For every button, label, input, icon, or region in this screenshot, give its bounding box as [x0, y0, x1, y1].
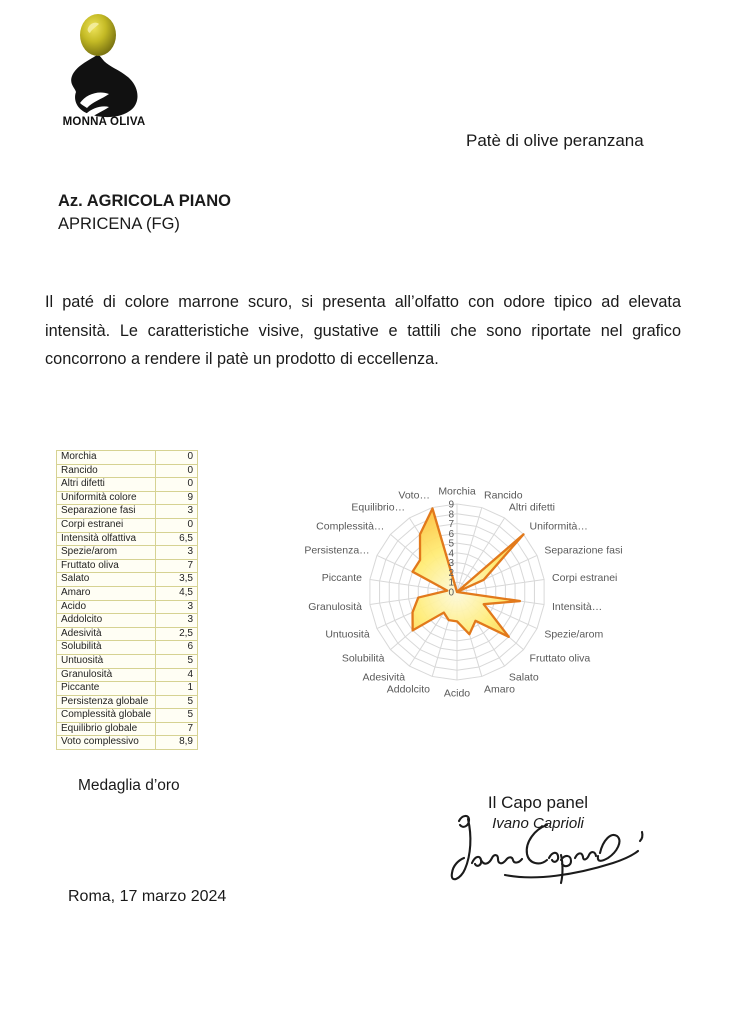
table-row [57, 586, 198, 600]
attribute-value-cell: 3 [156, 600, 198, 614]
scores-table [56, 450, 198, 750]
table-row [57, 451, 198, 465]
signature-stroke-flourish [505, 835, 638, 877]
table-row [57, 654, 198, 668]
attribute-name-cell: Piccante [57, 682, 156, 696]
radar-axis-label: Intensità… [552, 600, 603, 613]
attribute-value-cell: 5 [156, 709, 198, 723]
table-row [57, 641, 198, 655]
table-row [57, 722, 198, 736]
radar-tick-label: 9 [448, 499, 454, 511]
attribute-value-cell: 4,5 [156, 586, 198, 600]
radar-axis-label: Solubilità [341, 652, 385, 665]
table-row [57, 532, 198, 546]
radar-axis-label: Persistenza… [304, 544, 370, 557]
attribute-name-cell: Separazione fasi [57, 505, 156, 519]
recipient-name: Az. AGRICOLA PIANO [58, 192, 231, 210]
attribute-name-cell: Persistenza globale [57, 695, 156, 709]
table-row [57, 736, 198, 750]
olive-head [80, 14, 116, 56]
table-row [57, 627, 198, 641]
table-row [57, 518, 198, 532]
table-row [57, 478, 198, 492]
signature-block [433, 793, 643, 832]
document-title: Patè di olive peranzana [466, 131, 644, 150]
panel-chief-name: Ivano Caprioli [492, 815, 584, 832]
attribute-name-cell: Altri difetti [57, 478, 156, 492]
radar-axis-label: Granulosità [308, 600, 362, 613]
attribute-value-cell: 4 [156, 668, 198, 682]
table-row [57, 573, 198, 587]
attribute-name-cell: Intensità olfattiva [57, 532, 156, 546]
attribute-value-cell: 6 [156, 641, 198, 655]
attribute-value-cell: 3 [156, 614, 198, 628]
attribute-name-cell: Untuosità [57, 654, 156, 668]
table-row [57, 682, 198, 696]
table-row [57, 559, 198, 573]
attribute-name-cell: Voto complessivo [57, 736, 156, 750]
signature-stroke-tick [640, 832, 642, 841]
radar-tick-label: 0 [448, 587, 454, 599]
radar-axis-label: Untuosità [325, 628, 370, 641]
table-row [57, 464, 198, 478]
attribute-value-cell: 2,5 [156, 627, 198, 641]
attribute-name-cell: Rancido [57, 464, 156, 478]
radar-axis-label: Adesività [362, 671, 406, 684]
recipient-block [58, 190, 231, 236]
attribute-value-cell: 0 [156, 518, 198, 532]
description-paragraph: Il paté di colore marrone scuro, si presenta all’olfatto con odore tipico ad elevata intensità. Le caratteristiche visive, gustative e tattili che sono riportate nel grafico concorrono a rendere il patè un prodotto di eccellenza. [45, 293, 681, 368]
signature-stroke-initial [452, 816, 471, 879]
attribute-value-cell: 5 [156, 695, 198, 709]
attribute-name-cell: Addolcito [57, 614, 156, 628]
table-row [57, 668, 198, 682]
radar-axis-label: Piccante [321, 572, 362, 585]
award-text: Medaglia d’oro [78, 777, 180, 794]
attribute-value-cell: 6,5 [156, 532, 198, 546]
radar-tick-label: 4 [448, 548, 454, 560]
attribute-value-cell: 3 [156, 505, 198, 519]
radar-axis-label: Fruttato oliva [529, 652, 591, 665]
radar-tick-label: 7 [448, 519, 454, 531]
attribute-value-cell: 0 [156, 478, 198, 492]
attribute-name-cell: Salato [57, 573, 156, 587]
radar-chart-svg [288, 466, 648, 716]
radar-axis-label: Uniformità… [529, 520, 588, 533]
radar-axis-label: Acido [443, 687, 471, 700]
signature-stroke-vano [472, 855, 522, 866]
attribute-value-cell: 0 [156, 464, 198, 478]
radar-series-polygon [413, 509, 524, 637]
attribute-name-cell: Solubilità [57, 641, 156, 655]
attribute-name-cell: Complessità globale [57, 709, 156, 723]
radar-axis-label: Equilibrio… [351, 501, 406, 514]
table-row [57, 695, 198, 709]
table-row [57, 505, 198, 519]
attribute-name-cell: Uniformità colore [57, 491, 156, 505]
attribute-value-cell: 1 [156, 682, 198, 696]
attribute-value-cell: 5 [156, 654, 198, 668]
radar-tick-label: 8 [448, 509, 454, 521]
radar-axis-label: Amaro [484, 683, 515, 696]
attribute-value-cell: 7 [156, 722, 198, 736]
attribute-name-cell: Adesività [57, 627, 156, 641]
radar-chart [288, 466, 648, 716]
brand-logo [52, 8, 156, 132]
handwritten-signature [445, 811, 655, 891]
radar-axis-label: Salato [508, 671, 539, 684]
recipient-city: APRICENA (FG) [58, 215, 180, 233]
radar-tick-label: 2 [448, 567, 454, 579]
table-row [57, 614, 198, 628]
radar-tick-label: 6 [448, 528, 454, 540]
radar-tick-label: 1 [448, 577, 454, 589]
panel-chief-role: Il Capo panel [487, 793, 589, 812]
attribute-value-cell: 8,9 [156, 736, 198, 750]
attribute-value-cell: 0 [156, 451, 198, 465]
attribute-name-cell: Amaro [57, 586, 156, 600]
scores-table-body [57, 451, 198, 750]
attribute-value-cell: 7 [156, 559, 198, 573]
brand-name: MONNA OLIVA [62, 116, 146, 128]
attribute-name-cell: Corpi estranei [57, 518, 156, 532]
attribute-name-cell: Morchia [57, 451, 156, 465]
attribute-name-cell: Acido [57, 600, 156, 614]
radar-axis-label: Separazione fasi [544, 544, 623, 557]
attribute-value-cell: 3,5 [156, 573, 198, 587]
table-row [57, 491, 198, 505]
attribute-value-cell: 9 [156, 491, 198, 505]
attribute-value-cell: 3 [156, 546, 198, 560]
attribute-name-cell: Fruttato oliva [57, 559, 156, 573]
radar-axis-label: Spezie/arom [544, 628, 604, 641]
radar-tick-label: 3 [448, 558, 454, 570]
olive-logo-graphic [52, 8, 156, 118]
radar-axis-label: Addolcito [386, 683, 430, 696]
radar-axis-label: Complessità… [316, 520, 385, 533]
attribute-name-cell: Equilibrio globale [57, 722, 156, 736]
date-place-line: Roma, 17 marzo 2024 [68, 888, 227, 905]
table-row [57, 546, 198, 560]
table-row [57, 600, 198, 614]
attribute-name-cell: Spezie/arom [57, 546, 156, 560]
table-row [57, 709, 198, 723]
radar-axis-label: Voto… [398, 489, 430, 502]
radar-axis-label: Rancido [484, 489, 523, 502]
radar-axis-label: Corpi estranei [552, 572, 618, 585]
attribute-name-cell: Granulosità [57, 668, 156, 682]
radar-tick-label: 5 [448, 538, 454, 550]
radar-axis-label: Altri difetti [508, 501, 556, 514]
radar-axis-label: Morchia [438, 485, 476, 498]
